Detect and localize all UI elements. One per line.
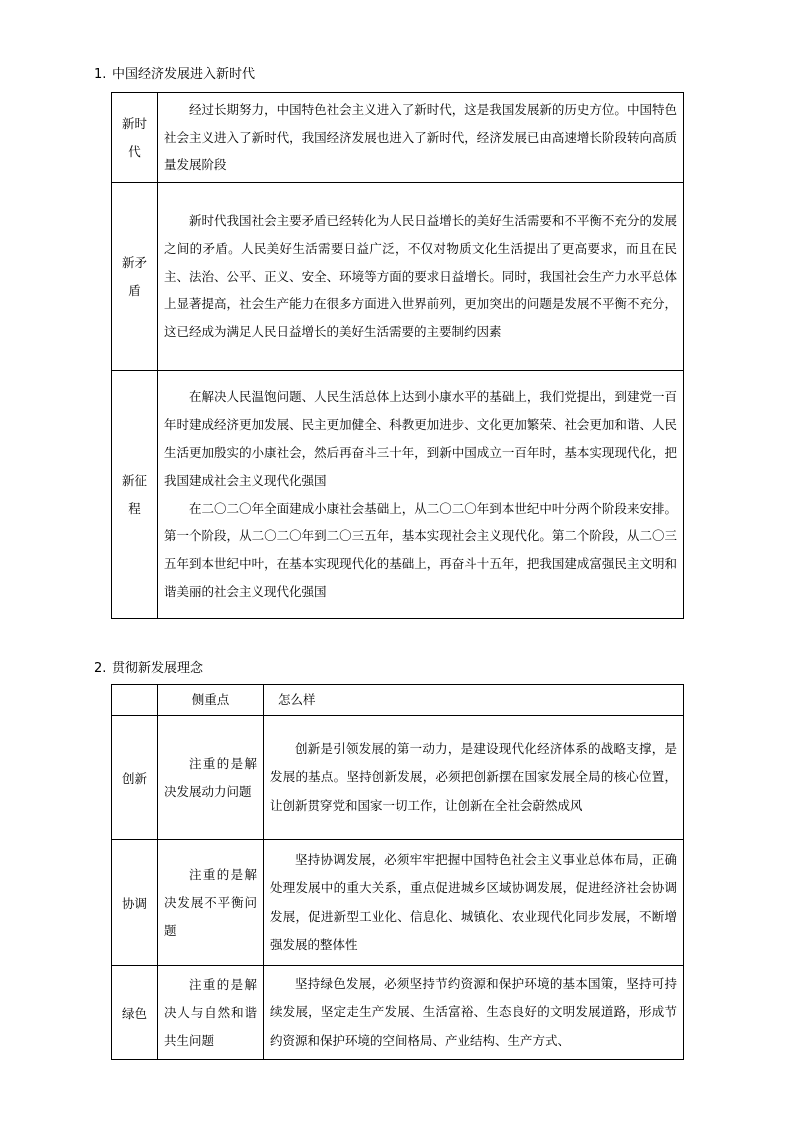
- row-content: [158, 93, 684, 183]
- focus-cell: 注重的是解决发展不平衡问题: [158, 840, 264, 966]
- section-2-title: 贯彻新发展理念: [112, 661, 204, 676]
- new-era-table: [111, 92, 684, 619]
- how-cell: 创新是引领发展的第一动力，是建设现代化经济体系的战略支撑，是发展的基点。坚持创新发展，必须把创新摆在国家发展全局的核心位置，让创新贯穿党和国家一切工作，让创新在全社会蔚然成风: [264, 716, 684, 840]
- row-label: 新矛 盾: [112, 183, 158, 371]
- section-1-number: 1.: [94, 67, 107, 82]
- table-row: [112, 93, 684, 183]
- how-cell: 坚持绿色发展，必须坚持节约资源和保护环境的基本国策，坚持可持续发展，坚定走生产发展、生活富裕、生态良好的文明发展道路，形成节约资源和保护环境的空间格局、产业结构、生产方式、: [264, 966, 684, 1060]
- paragraph: 经过长期努力，中国特色社会主义进入了新时代，这是我国发展新的历史方位。中国特色社会主义进入了新时代，我国经济发展也进入了新时代，经济发展已由高速增长阶段转向高质量发展阶段: [164, 101, 677, 173]
- table-header-row: [112, 685, 684, 716]
- row-content: [158, 183, 684, 371]
- paragraph: 在二〇二〇年全面建成小康社会基础上，从二〇二〇年到本世纪中叶分两个阶段来安排。第一个阶段，从二〇二〇年到二〇三五年，基本实现社会主义现代化。第二个阶段，从二〇三五年到本世纪中叶，在基本实现现代化的基础上，再奋斗十五年，把我国建成富强民主文明和谐美丽的社会主义现代化强国: [164, 500, 677, 599]
- row-label: 协调: [112, 840, 158, 966]
- row-content: [158, 371, 684, 619]
- section-1-title: 中国经济发展进入新时代: [112, 67, 256, 82]
- section-2-heading: [94, 660, 203, 678]
- table-row: [112, 183, 684, 371]
- table-row: [112, 716, 684, 840]
- row-label: 新时 代: [112, 93, 158, 183]
- row-label: 创新: [112, 716, 158, 840]
- row-label: 绿色: [112, 966, 158, 1060]
- row-label: 新征 程: [112, 371, 158, 619]
- table-row: [112, 966, 684, 1060]
- section-1-heading: [94, 66, 255, 84]
- paragraph: 新时代我国社会主要矛盾已经转化为人民日益增长的美好生活需要和不平衡不充分的发展之间的矛盾。人民美好生活需要日益广泛，不仅对物质文化生活提出了更高要求，而且在民主、法治、公平、正义、安全、环境等方面的要求日益增长。同时，我国社会生产力水平总体上显著提高，社会生产能力在很多方面进入世界前列，更加突出的问题是发展不平衡不充分，这已经成为满足人民日益增长的美好生活需要的主要制约因素: [164, 213, 677, 340]
- how-cell: 坚持协调发展，必须牢牢把握中国特色社会主义事业总体布局，正确处理发展中的重大关系，重点促进城乡区域协调发展，促进经济社会协调发展，促进新型工业化、信息化、城镇化、农业现代化同步发展，不断增强发展的整体性: [264, 840, 684, 966]
- header-cell-blank: [112, 685, 158, 716]
- table-row: [112, 840, 684, 966]
- header-cell-focus: 侧重点: [158, 685, 264, 716]
- paragraph: 在解决人民温饱问题、人民生活总体上达到小康水平的基础上，我们党提出，到建党一百年时建成经济更加发展、民主更加健全、科教更加进步、文化更加繁荣、社会更加和谐、人民生活更加殷实的小康社会，然后再奋斗三十年，到新中国成立一百年时，基本实现现代化，把我国建成社会主义现代化强国: [164, 389, 677, 488]
- section-2-number: 2.: [94, 661, 107, 676]
- focus-cell: 注重的是解决发展动力问题: [158, 716, 264, 840]
- table-row: [112, 371, 684, 619]
- focus-cell: 注重的是解决人与自然和谐共生问题: [158, 966, 264, 1060]
- header-cell-how: 怎么样: [264, 685, 684, 716]
- development-concepts-table: [111, 684, 684, 1060]
